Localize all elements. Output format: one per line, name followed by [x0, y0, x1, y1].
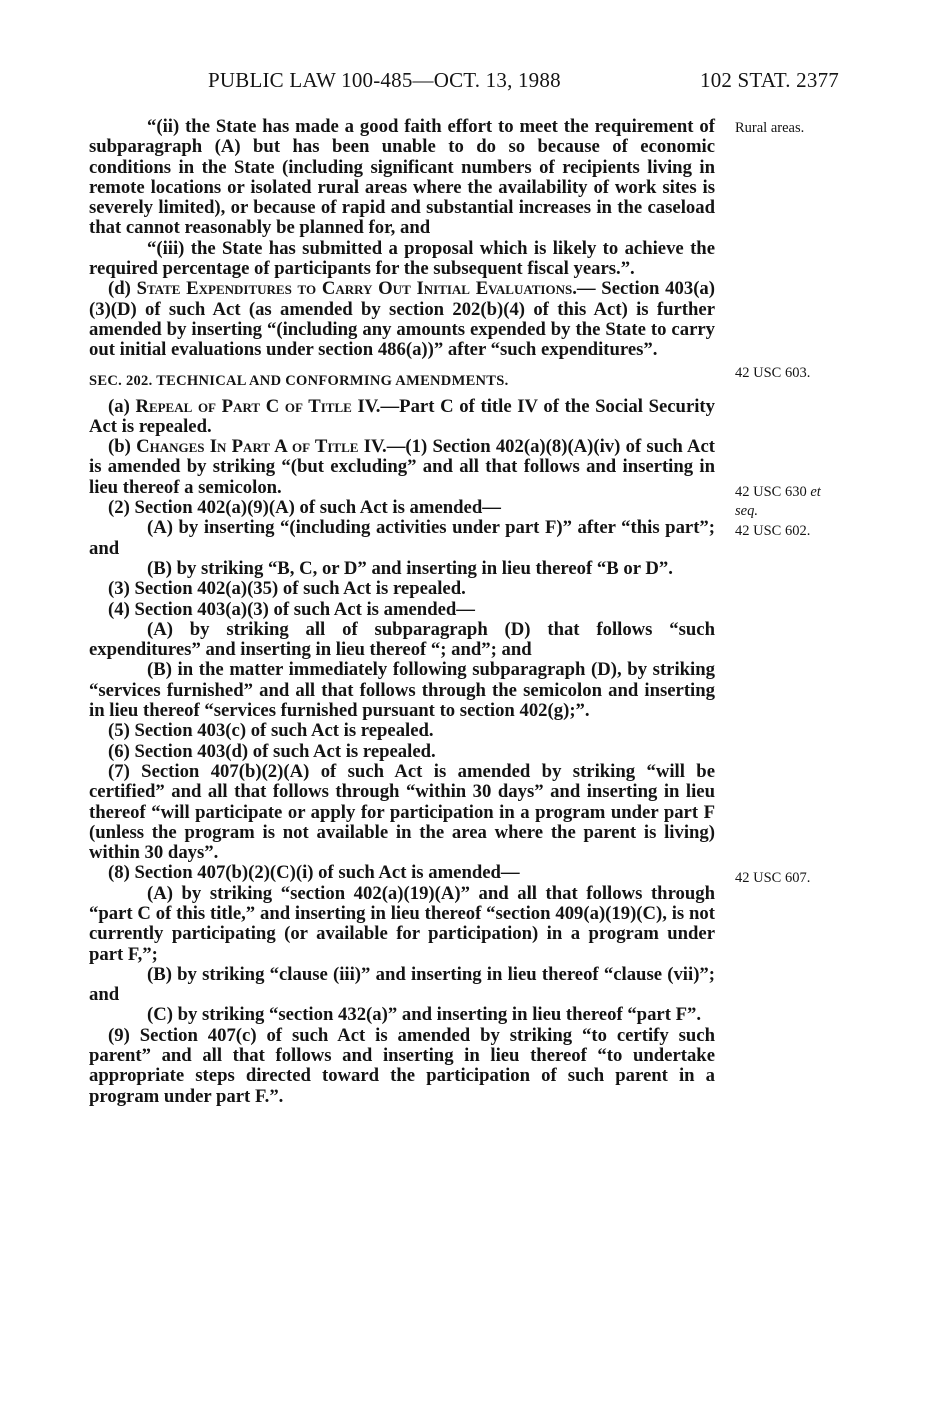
- paragraph-5: (5) Section 403(c) of such Act is repealed.: [108, 720, 434, 742]
- paragraph-4b: (B) in the matter immediately following subparagraph (D), by striking “services furnished” and all that follows through the semicolon and inserting in lieu thereof “services furnished pursuant to section 402(g);”.: [89, 659, 715, 722]
- paragraph-8: (8) Section 407(b)(2)(C)(i) of such Act is amended—: [108, 862, 520, 884]
- margin-note-usc-630: [735, 484, 821, 501]
- subsection-b-heading: Changes In Part A of Title IV.: [136, 436, 387, 458]
- paragraph-8b: (B) by striking “clause (iii)” and inserting in lieu thereof “clause (vii)”; and: [89, 963, 715, 1006]
- paragraph-8c: (C) by striking “section 432(a)” and inserting in lieu thereof “part F”.: [147, 1004, 702, 1026]
- paragraph-4: (4) Section 403(a)(3) of such Act is amended—: [108, 598, 475, 620]
- subsection-b-text: —(1) Section 402(a)(8)(A)(iv) of such Act is amended by striking “(but excluding” and all that follows and inserting in lieu thereof a semicolon.: [89, 436, 715, 498]
- subsection-d-heading: State Expenditures to Carry Out Initial Evaluations.: [136, 278, 577, 300]
- subsection-a: [89, 397, 715, 438]
- paragraph-2b: (B) by striking “B, C, or D” and inserting in lieu thereof “B or D”.: [147, 557, 673, 579]
- paragraph-9: (9) Section 407(c) of such Act is amended by striking “to certify such parent” and all that follows and inserting in lieu thereof “to undertake appropriate steps directed toward the participation of such parent in a program under part F.”.: [89, 1024, 715, 1107]
- subsection-a-label: (a): [108, 395, 136, 417]
- subsection-a-heading: Repeal of Part C of Title IV.: [135, 395, 381, 417]
- running-title: PUBLIC LAW 100-485—OCT. 13, 1988: [208, 68, 561, 92]
- paragraph-2a: (A) by inserting “(including activities under part F)” after “this part”; and: [89, 517, 715, 559]
- margin-note-usc-602: 42 USC 602.: [735, 523, 811, 539]
- usc-630-et: et: [810, 484, 821, 500]
- subsection-d-text: — Section 403(a)(3)(D) of such Act (as amended by section 202(b)(4) of this Act) is further amended by inserting “(including any amounts expended by the State to carry out initial evaluations under section 486(a))” after “such expenditures”.: [89, 278, 715, 361]
- usc-630-seq: seq.: [735, 503, 758, 519]
- paragraph-3: (3) Section 402(a)(35) of such Act is repealed.: [108, 578, 466, 600]
- margin-note-usc-630-seq: [735, 503, 758, 520]
- margin-note-usc-607: 42 USC 607.: [735, 870, 811, 886]
- subsection-d-label: (d): [108, 278, 137, 300]
- subsection-d: [89, 279, 715, 360]
- margin-note-usc-603: 42 USC 603.: [735, 365, 811, 381]
- subsection-a-text: —Part C of title IV of the Social Security Act is repealed.: [89, 395, 715, 437]
- section-heading: SEC. 202. TECHNICAL AND CONFORMING AMENDMENTS.: [89, 372, 509, 389]
- paragraph-7: (7) Section 407(b)(2)(A) of such Act is amended by striking “will be certified” and all that follows through “within 30 days” and inserting in lieu thereof “will participate or apply for participation in a program under part F (unless the program is not available in the area where the parent is living) within 30 days”.: [89, 760, 715, 864]
- subsection-b-label: (b): [108, 436, 137, 458]
- paragraph-2: (2) Section 402(a)(9)(A) of such Act is amended—: [108, 497, 501, 519]
- paragraph-8a: (A) by striking “section 402(a)(19)(A)” and all that follows through “part C of this title,” and inserting in lieu thereof “section 409(a)(19)(C), is not currently participating (or available for participation) in a program under part F,”;: [89, 882, 715, 965]
- paragraph-6: (6) Section 403(d) of such Act is repealed.: [108, 740, 436, 762]
- usc-630-prefix: 42 USC 630: [735, 484, 811, 500]
- paragraph-ii: “(ii) the State has made a good faith effort to meet the requirement of subparagraph (A) but has been unable to do so because of economic conditions in the State (including significant numbers of recipients living in remote locations or isolated rural areas where the availability of work sites is severely limited), or because of rapid and substantial increases in the caseload that cannot reasonably be planned for, and: [89, 116, 715, 239]
- page-header: [0, 68, 946, 96]
- subsection-b: [89, 437, 715, 498]
- statute-body: [89, 117, 715, 1107]
- paragraph-iii: “(iii) the State has submitted a proposal which is likely to achieve the required percentage of participants for the subsequent fiscal years.”.: [89, 237, 715, 280]
- page-number: 102 STAT. 2377: [700, 68, 839, 92]
- paragraph-4a: (A) by striking all of subparagraph (D) that follows “such expenditures” and inserting in lieu thereof “; and”; and: [89, 618, 715, 661]
- margin-note-rural-areas: Rural areas.: [735, 120, 805, 136]
